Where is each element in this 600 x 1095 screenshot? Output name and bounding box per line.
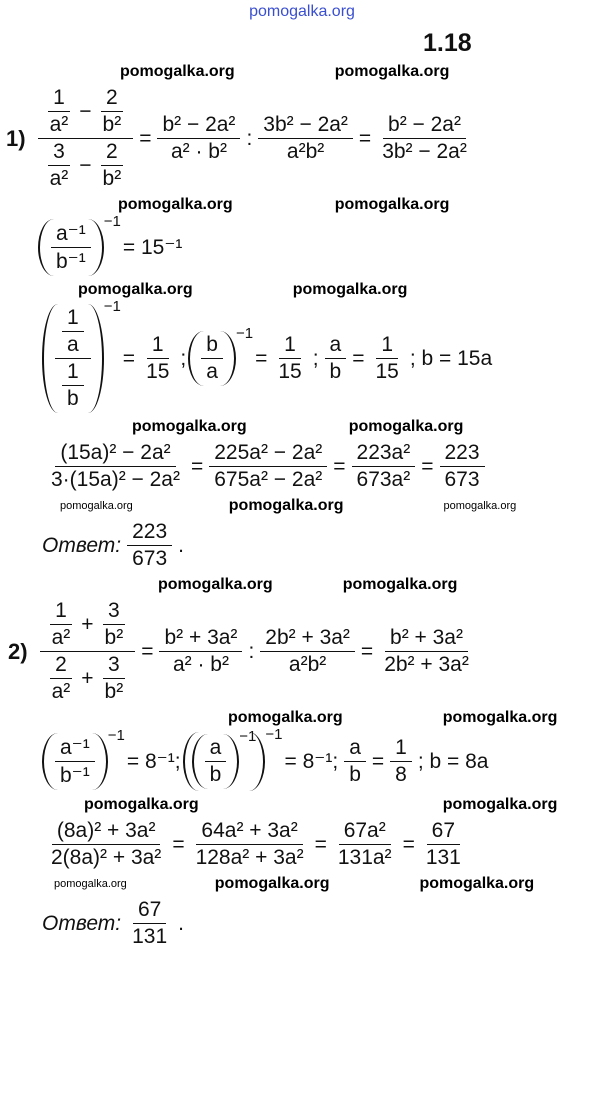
numerator — [55, 306, 91, 359]
math-text: 1 — [53, 86, 65, 109]
math-text: − — [79, 153, 92, 177]
math-text: 131 — [425, 846, 461, 869]
numerator — [48, 86, 70, 112]
watermark-row — [0, 416, 600, 438]
parentheses — [42, 304, 104, 413]
math-text: a — [209, 736, 222, 759]
parentheses — [38, 219, 104, 276]
denominator — [62, 332, 84, 357]
math-text: = 8⁻¹; — [284, 750, 339, 773]
numerator — [51, 221, 91, 248]
math-text: 3 — [53, 140, 65, 163]
numerator — [101, 86, 123, 112]
math-text: = — [421, 454, 434, 478]
numerator — [325, 333, 347, 359]
denominator — [47, 679, 76, 704]
parenthesized-group — [42, 298, 121, 413]
watermark-row — [0, 873, 600, 895]
math-text: 673 — [132, 547, 168, 570]
part-2-label: 2) — [8, 638, 28, 664]
denominator — [201, 359, 223, 384]
math-text: 3b² − 2a² — [263, 113, 348, 136]
numerator — [260, 626, 355, 652]
math-text: b — [206, 333, 218, 356]
problem-number: 1.18 — [423, 29, 472, 57]
fraction — [370, 333, 403, 384]
fraction — [46, 819, 166, 870]
fraction — [47, 653, 76, 704]
denominator — [284, 652, 331, 677]
math-text: 2b² + 3a² — [265, 626, 350, 649]
denominator — [38, 139, 134, 191]
expression — [34, 86, 476, 191]
denominator — [98, 166, 127, 191]
math-text: b² − 2a² — [388, 113, 461, 136]
part-1-answer — [40, 520, 600, 571]
math-text: a⁻¹ — [56, 222, 86, 245]
numerator — [50, 599, 72, 625]
math-text: 675a² − 2a² — [214, 468, 323, 491]
watermark-row — [0, 574, 600, 596]
parenthesized-group — [192, 728, 257, 789]
math-text: b² + 3a² — [164, 626, 238, 649]
watermark: pomogalka.org — [84, 796, 199, 813]
numerator — [159, 626, 242, 652]
numerator — [385, 626, 468, 652]
math-text: 131 — [132, 925, 168, 948]
math-text: b⁻¹ — [56, 250, 86, 273]
denominator — [379, 652, 474, 677]
watermark-row — [0, 194, 600, 216]
math-text: b — [329, 360, 342, 383]
watermark-row — [0, 279, 600, 301]
fraction — [440, 441, 485, 492]
fraction — [55, 735, 95, 788]
numerator — [157, 113, 240, 139]
numerator — [258, 113, 353, 139]
math-text: ; b = 15a — [409, 346, 493, 370]
fraction — [209, 441, 327, 492]
denominator — [127, 924, 172, 949]
math-text: = — [402, 832, 415, 856]
denominator — [100, 625, 129, 650]
numerator — [427, 819, 460, 845]
math-text: a — [329, 333, 342, 356]
exponent: −1 — [265, 726, 283, 743]
answer-label: Ответ: — [42, 533, 122, 557]
fraction — [157, 113, 240, 164]
math-text: = — [352, 346, 365, 370]
math-text: b — [67, 387, 79, 410]
math-text: = — [122, 346, 136, 370]
expression — [36, 599, 478, 704]
fraction — [258, 113, 353, 164]
numerator — [48, 140, 70, 166]
fraction — [352, 441, 416, 492]
math-text: = — [190, 454, 204, 478]
math-text: 15 — [278, 360, 302, 383]
fraction — [100, 653, 129, 704]
math-text: 2 — [55, 653, 67, 676]
denominator — [45, 112, 74, 137]
math-text: . — [178, 533, 184, 557]
math-text: : — [248, 639, 255, 663]
math-text: 3·(15a)² − 2a² — [51, 468, 180, 491]
numerator — [440, 441, 485, 467]
numerator — [209, 441, 327, 467]
math-text: 3 — [108, 599, 120, 622]
math-text: 2(8a)² + 3a² — [51, 846, 162, 869]
numerator — [103, 599, 125, 625]
math-text: a — [67, 333, 79, 356]
math-text: b² − 2a² — [162, 113, 236, 136]
watermark: pomogalka.org — [158, 576, 273, 593]
watermark: pomogalka.org — [292, 281, 408, 298]
numerator — [103, 653, 125, 679]
fraction — [51, 221, 91, 274]
math-text: 1 — [67, 360, 79, 383]
denominator — [55, 359, 91, 411]
watermark: pomogalka.org — [228, 497, 344, 514]
math-text: = — [314, 832, 327, 856]
math-text: + — [81, 666, 94, 690]
watermark: pomogalka.org — [78, 281, 193, 298]
math-text: ; b = 8a — [417, 749, 489, 773]
denominator — [51, 248, 91, 274]
watermark: pomogalka.org — [228, 709, 343, 726]
numerator — [196, 819, 302, 845]
fraction — [201, 333, 223, 384]
denominator — [45, 166, 74, 191]
math-text: 1 — [381, 333, 393, 356]
part-2-step-2 — [42, 726, 600, 791]
numerator — [38, 86, 134, 139]
watermark: pomogalka.org — [54, 878, 127, 890]
denominator — [333, 845, 397, 870]
math-text: ; — [180, 346, 187, 370]
numerator — [339, 819, 391, 845]
fraction — [159, 626, 242, 677]
watermark-row — [0, 61, 600, 83]
exponent: −1 — [103, 298, 121, 315]
math-text: (15a)² − 2a² — [60, 441, 171, 464]
math-text: 3 — [108, 653, 120, 676]
numerator — [55, 441, 175, 467]
numerator — [52, 819, 161, 845]
math-text: a² — [49, 167, 69, 190]
math-text: 1 — [151, 333, 164, 356]
math-text: b — [209, 763, 222, 786]
math-text: a² — [51, 626, 71, 649]
math-text: a²b² — [288, 653, 327, 676]
fraction — [377, 113, 472, 164]
math-text: b² — [102, 167, 122, 190]
math-text: = — [371, 749, 385, 773]
denominator — [55, 762, 95, 788]
fraction — [333, 819, 397, 870]
denominator — [46, 467, 185, 492]
numerator — [390, 736, 412, 762]
math-text: (8a)² + 3a² — [56, 819, 156, 842]
fraction — [46, 441, 185, 492]
math-text: 2b² + 3a² — [384, 653, 469, 676]
numerator — [376, 333, 398, 359]
fraction — [38, 86, 134, 191]
denominator — [440, 467, 485, 492]
denominator — [370, 359, 403, 384]
site-watermark-top: pomogalka.org — [249, 3, 355, 20]
math-text: a — [206, 360, 218, 383]
numerator — [133, 898, 166, 924]
fraction — [421, 819, 466, 870]
exponent: −1 — [107, 727, 125, 744]
numerator — [383, 113, 466, 139]
denominator — [209, 467, 327, 492]
math-text: = — [333, 454, 346, 478]
denominator — [325, 359, 347, 384]
math-text: = — [255, 346, 268, 370]
numerator — [205, 736, 227, 762]
numerator — [201, 333, 223, 359]
exponent: −1 — [235, 325, 254, 342]
parentheses — [188, 331, 236, 386]
fraction — [273, 333, 306, 384]
denominator — [127, 546, 172, 571]
math-text: : — [246, 126, 253, 150]
math-text: a² · b² — [172, 653, 229, 676]
fraction — [98, 86, 127, 137]
watermark: pomogalka.org — [348, 418, 464, 435]
denominator — [100, 679, 129, 704]
math-text: = — [172, 832, 185, 856]
watermark: pomogalka.org — [443, 500, 517, 512]
math-text: 1 — [284, 333, 296, 356]
math-text: + — [81, 612, 94, 636]
math-text: 2 — [106, 86, 118, 109]
denominator — [40, 652, 136, 704]
math-text: 8 — [395, 763, 407, 786]
parenthesized-group — [42, 727, 125, 790]
watermark: pomogalka.org — [419, 875, 535, 892]
math-text: b — [349, 763, 361, 786]
math-text: b² — [104, 626, 124, 649]
watermark: pomogalka.org — [334, 196, 450, 213]
watermark: pomogalka.org — [342, 576, 458, 593]
fraction — [100, 599, 129, 650]
math-text: 673 — [444, 468, 480, 491]
math-text: a²b² — [286, 140, 325, 163]
watermark: pomogalka.org — [442, 709, 558, 726]
part-2-answer — [40, 898, 600, 949]
denominator — [421, 845, 466, 870]
fraction — [127, 898, 172, 949]
exponent: −1 — [239, 728, 257, 745]
numerator — [101, 140, 123, 166]
watermark: pomogalka.org — [214, 875, 330, 892]
numerator — [352, 441, 416, 467]
math-text: = — [360, 639, 374, 663]
fraction — [98, 140, 127, 191]
math-text: ; — [312, 346, 319, 370]
part-2-step-1 — [8, 599, 600, 704]
math-text: 1 — [67, 306, 79, 329]
watermark: pomogalka.org — [334, 63, 450, 80]
math-text: 223a² — [356, 441, 411, 464]
numerator — [62, 360, 84, 386]
watermark-row — [0, 495, 600, 517]
parenthesized-group — [188, 325, 254, 386]
fraction — [127, 520, 172, 571]
math-text: 1 — [55, 599, 67, 622]
fraction — [55, 306, 91, 411]
math-text: a² — [51, 680, 71, 703]
math-text: = 15⁻¹ — [122, 236, 183, 259]
math-text: 131a² — [337, 846, 392, 869]
watermark: pomogalka.org — [118, 196, 233, 213]
fraction — [62, 306, 84, 357]
math-text: 64a² + 3a² — [201, 819, 298, 842]
denominator — [46, 845, 166, 870]
math-text: 67 — [431, 819, 456, 842]
math-text: 15 — [146, 360, 170, 383]
denominator — [377, 139, 472, 164]
denominator — [168, 652, 234, 677]
math-text: 1 — [395, 736, 407, 759]
numerator — [50, 653, 72, 679]
math-text: 15 — [375, 360, 399, 383]
math-text: 225a² − 2a² — [214, 441, 323, 464]
fraction — [62, 360, 84, 411]
fraction — [390, 736, 412, 787]
denominator — [62, 386, 84, 411]
numerator — [55, 735, 95, 762]
math-text: = 8⁻¹; — [126, 750, 181, 773]
math-text: b² — [104, 680, 124, 703]
math-text: 67a² — [343, 819, 386, 842]
watermark: pomogalka.org — [132, 418, 247, 435]
math-text: = — [139, 126, 152, 150]
math-text: − — [79, 99, 92, 123]
math-text: b⁻¹ — [60, 764, 90, 787]
denominator — [282, 139, 329, 164]
math-text: 67 — [137, 898, 162, 921]
denominator — [47, 625, 76, 650]
watermark: pomogalka.org — [442, 796, 558, 813]
math-text: 2 — [106, 140, 118, 163]
parenthesized-group — [183, 726, 283, 791]
denominator — [166, 139, 232, 164]
denominator — [191, 845, 309, 870]
math-text: a⁻¹ — [60, 736, 90, 759]
denominator — [390, 762, 412, 787]
math-text: . — [178, 911, 184, 935]
fraction — [344, 736, 366, 787]
denominator — [273, 359, 306, 384]
answer-label: Ответ: — [42, 911, 122, 935]
fraction — [141, 333, 174, 384]
fraction — [260, 626, 355, 677]
fraction — [205, 736, 227, 787]
numerator — [62, 306, 84, 332]
math-text: 223 — [132, 520, 168, 543]
fraction — [379, 626, 474, 677]
fraction — [45, 86, 74, 137]
part-1-step-1 — [6, 86, 600, 191]
numerator — [279, 333, 301, 359]
numerator — [147, 333, 169, 359]
watermark-row — [0, 707, 600, 729]
part-1-label: 1) — [6, 125, 26, 151]
watermark: pomogalka.org — [60, 500, 133, 512]
parentheses — [183, 728, 266, 791]
fraction — [45, 140, 74, 191]
math-text: a² · b² — [170, 140, 227, 163]
exponent: −1 — [103, 213, 121, 230]
denominator — [141, 359, 174, 384]
numerator — [127, 520, 172, 546]
math-text: a² — [49, 113, 69, 136]
watermark: pomogalka.org — [120, 63, 235, 80]
math-text: b² — [102, 113, 122, 136]
denominator — [205, 762, 227, 787]
math-text: b² + 3a² — [390, 626, 463, 649]
part-1-step-2 — [38, 213, 600, 276]
math-text: = — [141, 639, 154, 663]
part-2-step-3 — [42, 819, 600, 870]
numerator — [344, 736, 366, 762]
fraction — [191, 819, 309, 870]
fraction — [40, 599, 136, 704]
parentheses — [42, 733, 108, 790]
watermark-row — [0, 794, 600, 816]
math-text: 3b² − 2a² — [382, 140, 467, 163]
part-1-step-3 — [42, 298, 600, 413]
fraction — [47, 599, 76, 650]
math-text: a — [349, 736, 361, 759]
fraction — [325, 333, 347, 384]
math-text: 128a² + 3a² — [195, 846, 304, 869]
denominator — [98, 112, 127, 137]
math-text: 223 — [444, 441, 480, 464]
denominator — [344, 762, 366, 787]
math-text: 673a² — [356, 468, 411, 491]
parenthesized-group — [38, 213, 121, 276]
math-text: = — [358, 126, 372, 150]
parentheses — [192, 734, 240, 789]
denominator — [352, 467, 416, 492]
numerator — [40, 599, 136, 652]
part-1-step-4 — [42, 441, 600, 492]
